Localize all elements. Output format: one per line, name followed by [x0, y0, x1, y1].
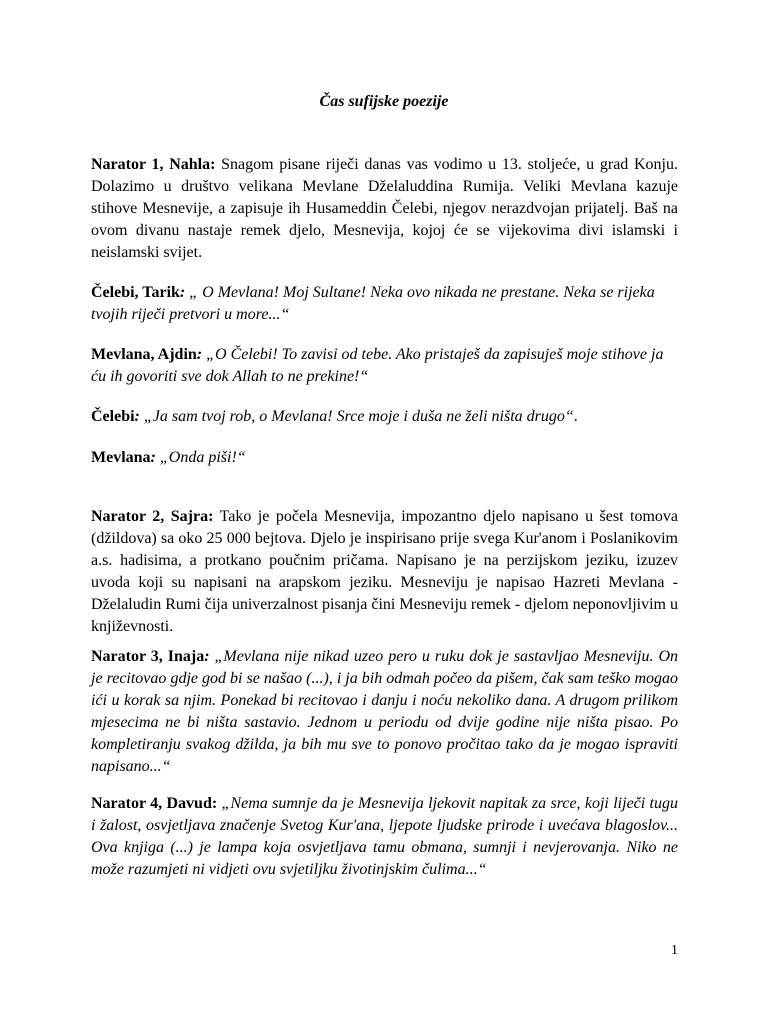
speaker-label: Mevlana, Ajdin — [91, 346, 197, 363]
speaker-label: Čelebi, Tarik — [91, 284, 180, 301]
quote-text: „ O Mevlana! Moj Sultane! Neka ovo nikada ne prestane. Neka se rijeka tvojih riječi pretvori u more...“ — [91, 284, 655, 323]
quote-text: „Ja sam tvoj rob, o Mevlana! Srce moje i duša ne želi ništa drugo“ — [139, 408, 574, 425]
quote-text: „Onda piši!“ — [155, 449, 246, 466]
paragraph-mevlana-ajdin — [91, 344, 678, 388]
speaker-colon: : — [179, 284, 186, 301]
speaker-label: Narator 3, Inaja — [91, 648, 205, 665]
paragraph-text: Tako je počela Mesnevija, impozantno djelo napisano u šest tomova (džildova) sa oko 25 000 bejtova. Djelo je inspirisano prije svega Kur'anom i Poslanikovim a.s. hadisima, a protkano poučnim pričama. Napisano je na perzijskom jeziku, izuzev uvoda koji su napisani na arapskom jeziku. Mesneviju je napisao Hazreti Mevlana - Dželaludin Rumi čija univerzalnost pisanja čini Mesneviju remek - djelom neponovljivim u književnosti. — [91, 508, 679, 635]
speaker-colon: : — [204, 648, 210, 665]
speaker-colon: : — [196, 346, 203, 363]
paragraph-mevlana — [91, 447, 678, 469]
quote-text: „Nema sumnje da je Mesnevija ljekovit napitak za srce, koji liječi tugu i žalost, osvjetljava značenje Svetog Kur'ana, ljepote ljudske prirode i uvećava blagoslov... Ova knjiga (...) je lampa koja osvjetljava tamu obmana, sumnji i nevjerovanja. Niko ne može razumjeti ni vidjeti ovu svjetiljku životinjskim čulima...“ — [91, 795, 679, 878]
speaker-label: Narator 2, Sajra: — [91, 508, 214, 525]
paragraph-celebi — [91, 406, 678, 428]
speaker-colon: : — [134, 408, 140, 425]
paragraph-narator-3 — [91, 646, 678, 778]
paragraph-narator-1 — [91, 154, 678, 264]
speaker-label: Mevlana — [91, 449, 151, 466]
document-title: Čas sufijske poezije — [319, 93, 449, 110]
speaker-colon: : — [150, 449, 156, 466]
quote-text: „O Čelebi! To zavisi od tebe. Ako pristaješ da zapisuješ moje stihove ja ću ih govoriti sve dok Allah to ne prekine!“ — [91, 346, 664, 385]
paragraph-narator-2 — [91, 506, 678, 638]
page-number: 1 — [671, 943, 678, 958]
paragraph-celebi-tarik — [91, 282, 678, 326]
quote-text: „Mevlana nije nikad uzeo pero u ruku dok je sastavljao Mesneviju. On je recitovao gdje god bi se našao (...), i ja bih odmah počeo da pišem, čak sam teško mogao ići u korak sa njim. Ponekad bi recitovao i danju i noću nekoliko dana. A drugom prilikom mjesecima ne bi ništa sastavio. Jednom u periodu od dvije godine nije ništa pisao. Po kompletiranju svakog džilda, ja bih mu sve to ponovo pročitao tako da je mogao ispraviti napisano...“ — [91, 648, 678, 775]
speaker-label: Čelebi — [91, 408, 135, 425]
paragraph-text: Snagom pisane riječi danas vas vodimo u 13. stoljeće, u grad Konju. Dolazimo u društvo velikana Mevlane Dželaluddina Rumija. Veliki Mevlana kazuje stihove Mesnevije, a zapisuje ih Husameddin Čelebi, njegov nerazdvojan prijatelj. Baš na ovom divanu nastaje remek djelo, Mesnevija, kojoj će se vijekovima divi islamski i neislamski svijet. — [91, 156, 678, 261]
speaker-label: Narator 4, Davud: — [91, 795, 218, 812]
quote-tail: . — [573, 408, 578, 425]
speaker-label: Narator 1, Nahla: — [91, 156, 216, 173]
paragraph-narator-4 — [91, 793, 678, 881]
